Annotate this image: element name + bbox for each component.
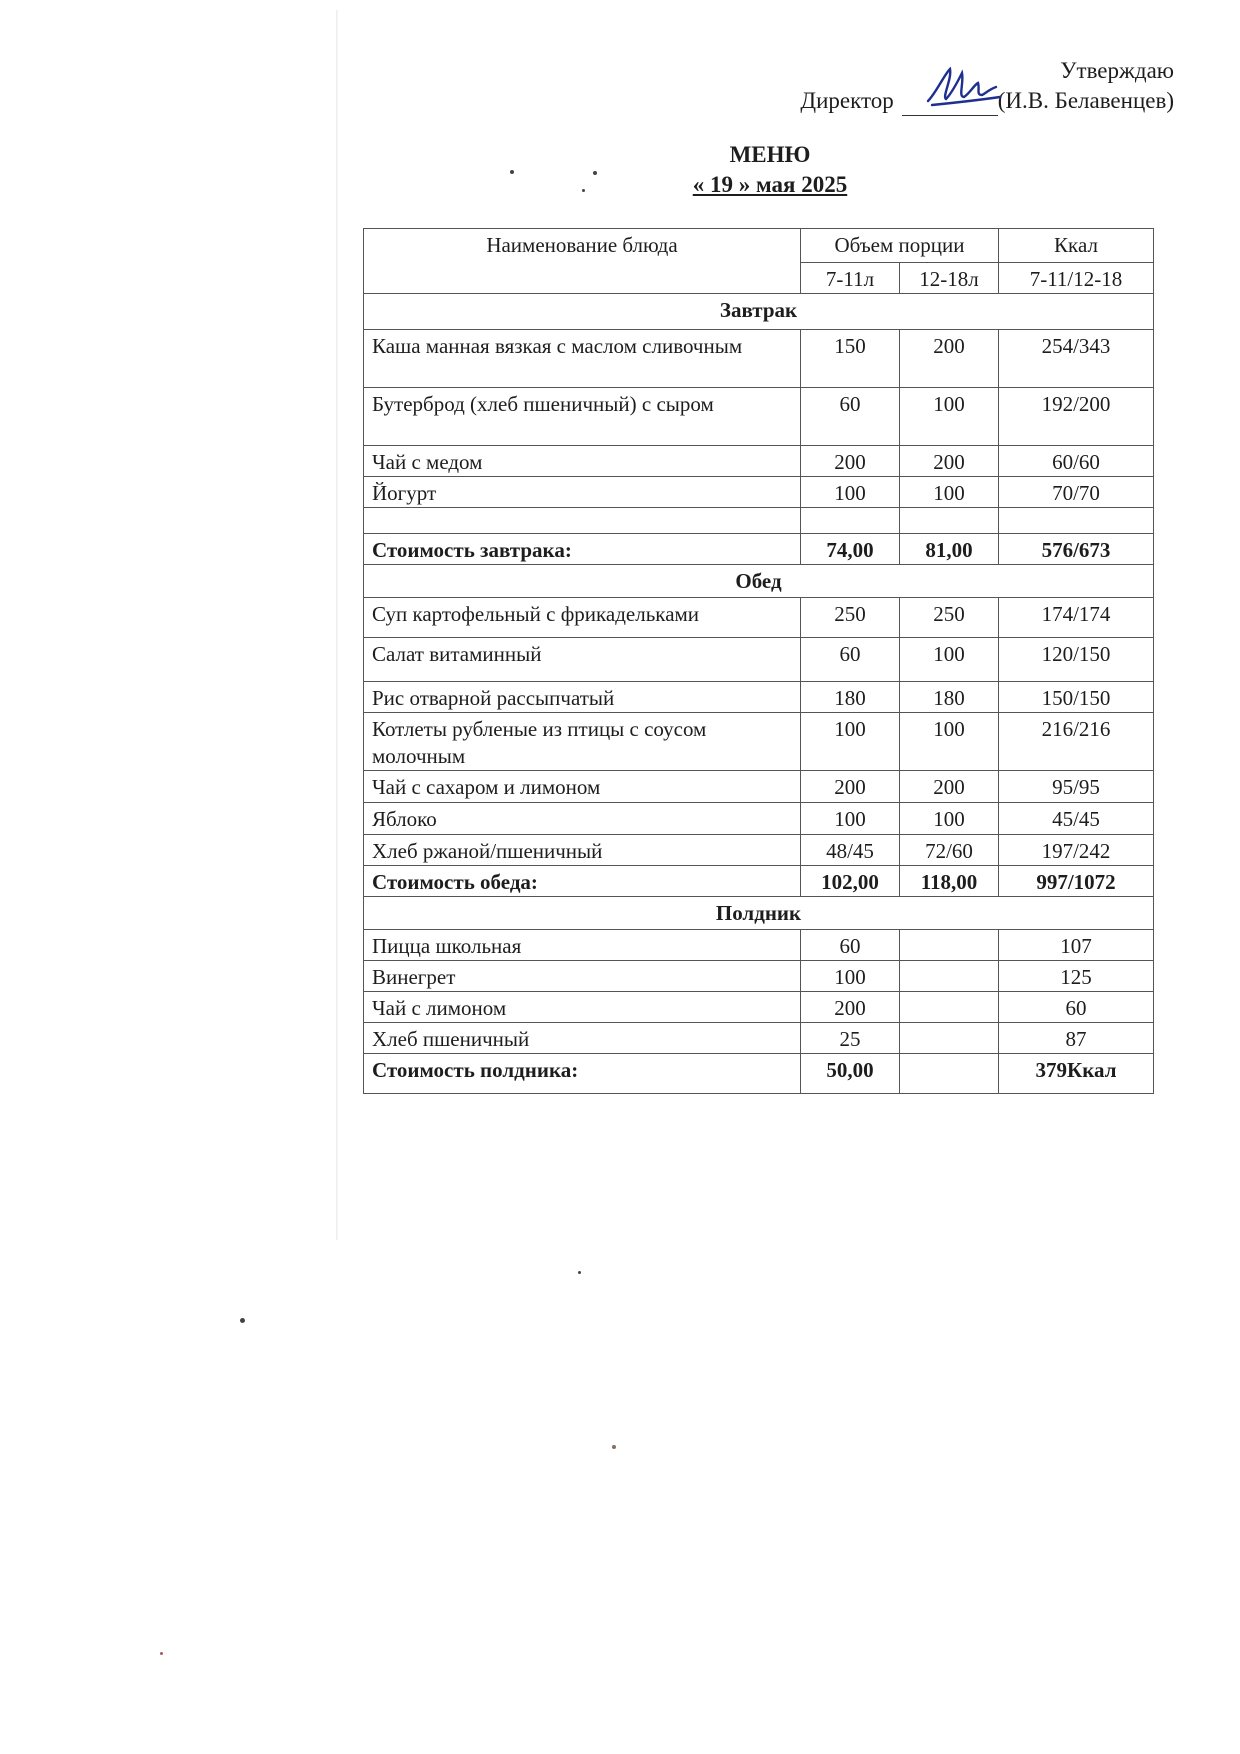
section-row-snack [364,897,1154,930]
kcal-value: 197/242 [999,835,1154,866]
scan-speck [578,1271,581,1274]
portion-12-18 [900,961,999,992]
table-row [364,477,1154,508]
total-cost-7-11: 50,00 [801,1054,900,1094]
kcal-value: 174/174 [999,598,1154,638]
portion-7-11: 60 [801,930,900,961]
table-row [364,930,1154,961]
table-row [364,771,1154,803]
header-kcal-ages: 7-11/12-18 [999,263,1154,294]
portion-7-11: 48/45 [801,835,900,866]
total-row-lunch [364,866,1154,897]
kcal-value: 70/70 [999,477,1154,508]
kcal-value: 60/60 [999,446,1154,477]
menu-title: МЕНЮ [729,142,811,167]
menu-table [363,228,1154,1094]
total-kcal: 379Ккал [999,1054,1154,1094]
empty-cell [364,508,801,534]
total-cost-7-11: 74,00 [801,534,900,565]
portion-7-11: 200 [801,771,900,803]
kcal-value: 150/150 [999,682,1154,713]
portion-7-11: 200 [801,446,900,477]
portion-12-18: 100 [900,803,999,835]
total-label: Стоимость завтрака: [364,534,801,565]
total-row-breakfast [364,534,1154,565]
signature-line [902,89,998,116]
portion-7-11: 60 [801,638,900,682]
dish-name: Пицца школьная [364,930,801,961]
table-row [364,992,1154,1023]
portion-12-18 [900,930,999,961]
director-line [800,86,1174,116]
total-label: Стоимость полдника: [364,1054,801,1094]
portion-7-11: 100 [801,961,900,992]
portion-7-11: 100 [801,713,900,771]
total-label: Стоимость обеда: [364,866,801,897]
dish-name: Чай с медом [364,446,801,477]
empty-cell [900,508,999,534]
table-row [364,388,1154,446]
section-title-lunch: Обед [364,565,1154,598]
section-title-snack: Полдник [364,897,1154,930]
scan-speck [593,171,597,175]
kcal-value: 254/343 [999,330,1154,388]
table-row [364,803,1154,835]
scan-edge [336,10,338,1240]
signature-icon [922,63,1002,113]
dish-name: Чай с лимоном [364,992,801,1023]
portion-12-18: 250 [900,598,999,638]
portion-12-18: 180 [900,682,999,713]
kcal-value: 60 [999,992,1154,1023]
table-row [364,638,1154,682]
kcal-value: 45/45 [999,803,1154,835]
kcal-value: 107 [999,930,1154,961]
portion-12-18: 100 [900,638,999,682]
scan-speck [510,170,514,174]
portion-12-18 [900,992,999,1023]
total-cost-12-18: 118,00 [900,866,999,897]
menu-date: « 19 » мая 2025 [692,172,848,197]
kcal-value: 216/216 [999,713,1154,771]
approval-word: Утверждаю [1060,58,1174,83]
total-row-snack [364,1054,1154,1094]
dish-name: Бутерброд (хлеб пшеничный) с сыром [364,388,801,446]
scan-speck [582,189,585,192]
dish-name: Котлеты рубленые из птицы с соусом молочным [364,713,801,771]
section-row-breakfast [364,294,1154,330]
section-row-lunch [364,565,1154,598]
header-age-2: 12-18л [900,263,999,294]
total-cost-12-18 [900,1054,999,1094]
menu-title-block [560,140,980,200]
empty-cell [801,508,900,534]
header-kcal: Ккал [999,229,1154,263]
table-row [364,682,1154,713]
portion-12-18: 100 [900,388,999,446]
portion-12-18: 72/60 [900,835,999,866]
empty-row [364,508,1154,534]
portion-7-11: 100 [801,803,900,835]
header-portion: Объем порции [801,229,999,263]
kcal-value: 192/200 [999,388,1154,446]
dish-name: Рис отварной рассыпчатый [364,682,801,713]
scan-speck [612,1445,616,1449]
portion-7-11: 250 [801,598,900,638]
table-row [364,835,1154,866]
dish-name: Салат витаминный [364,638,801,682]
dish-name: Чай с сахаром и лимоном [364,771,801,803]
portion-7-11: 60 [801,388,900,446]
portion-7-11: 25 [801,1023,900,1054]
portion-7-11: 150 [801,330,900,388]
portion-12-18: 200 [900,771,999,803]
portion-12-18 [900,1023,999,1054]
header-dish-name: Наименование блюда [364,229,801,294]
portion-7-11: 180 [801,682,900,713]
portion-12-18: 200 [900,330,999,388]
portion-7-11: 200 [801,992,900,1023]
dish-name: Хлеб ржаной/пшеничный [364,835,801,866]
kcal-value: 87 [999,1023,1154,1054]
kcal-value: 95/95 [999,771,1154,803]
table-row [364,446,1154,477]
scan-speck [240,1318,245,1323]
approval-block [800,56,1174,116]
portion-12-18: 200 [900,446,999,477]
dish-name: Йогурт [364,477,801,508]
table-row [364,961,1154,992]
dish-name: Винегрет [364,961,801,992]
table-header-row [364,229,1154,263]
dish-name: Каша манная вязкая с маслом сливочным [364,330,801,388]
director-name: (И.В. Белавенцев) [997,88,1174,113]
dish-name: Яблоко [364,803,801,835]
dish-name: Хлеб пшеничный [364,1023,801,1054]
total-kcal: 997/1072 [999,866,1154,897]
portion-12-18: 100 [900,477,999,508]
portion-12-18: 100 [900,713,999,771]
table-row [364,330,1154,388]
total-cost-7-11: 102,00 [801,866,900,897]
table-row [364,713,1154,771]
director-label: Директор [800,88,894,113]
total-cost-12-18: 81,00 [900,534,999,565]
scan-speck [160,1652,163,1655]
empty-cell [999,508,1154,534]
table-row [364,1023,1154,1054]
header-age-1: 7-11л [801,263,900,294]
section-title-breakfast: Завтрак [364,294,1154,330]
dish-name: Суп картофельный с фрикадельками [364,598,801,638]
kcal-value: 120/150 [999,638,1154,682]
total-kcal: 576/673 [999,534,1154,565]
table-row [364,598,1154,638]
portion-7-11: 100 [801,477,900,508]
kcal-value: 125 [999,961,1154,992]
